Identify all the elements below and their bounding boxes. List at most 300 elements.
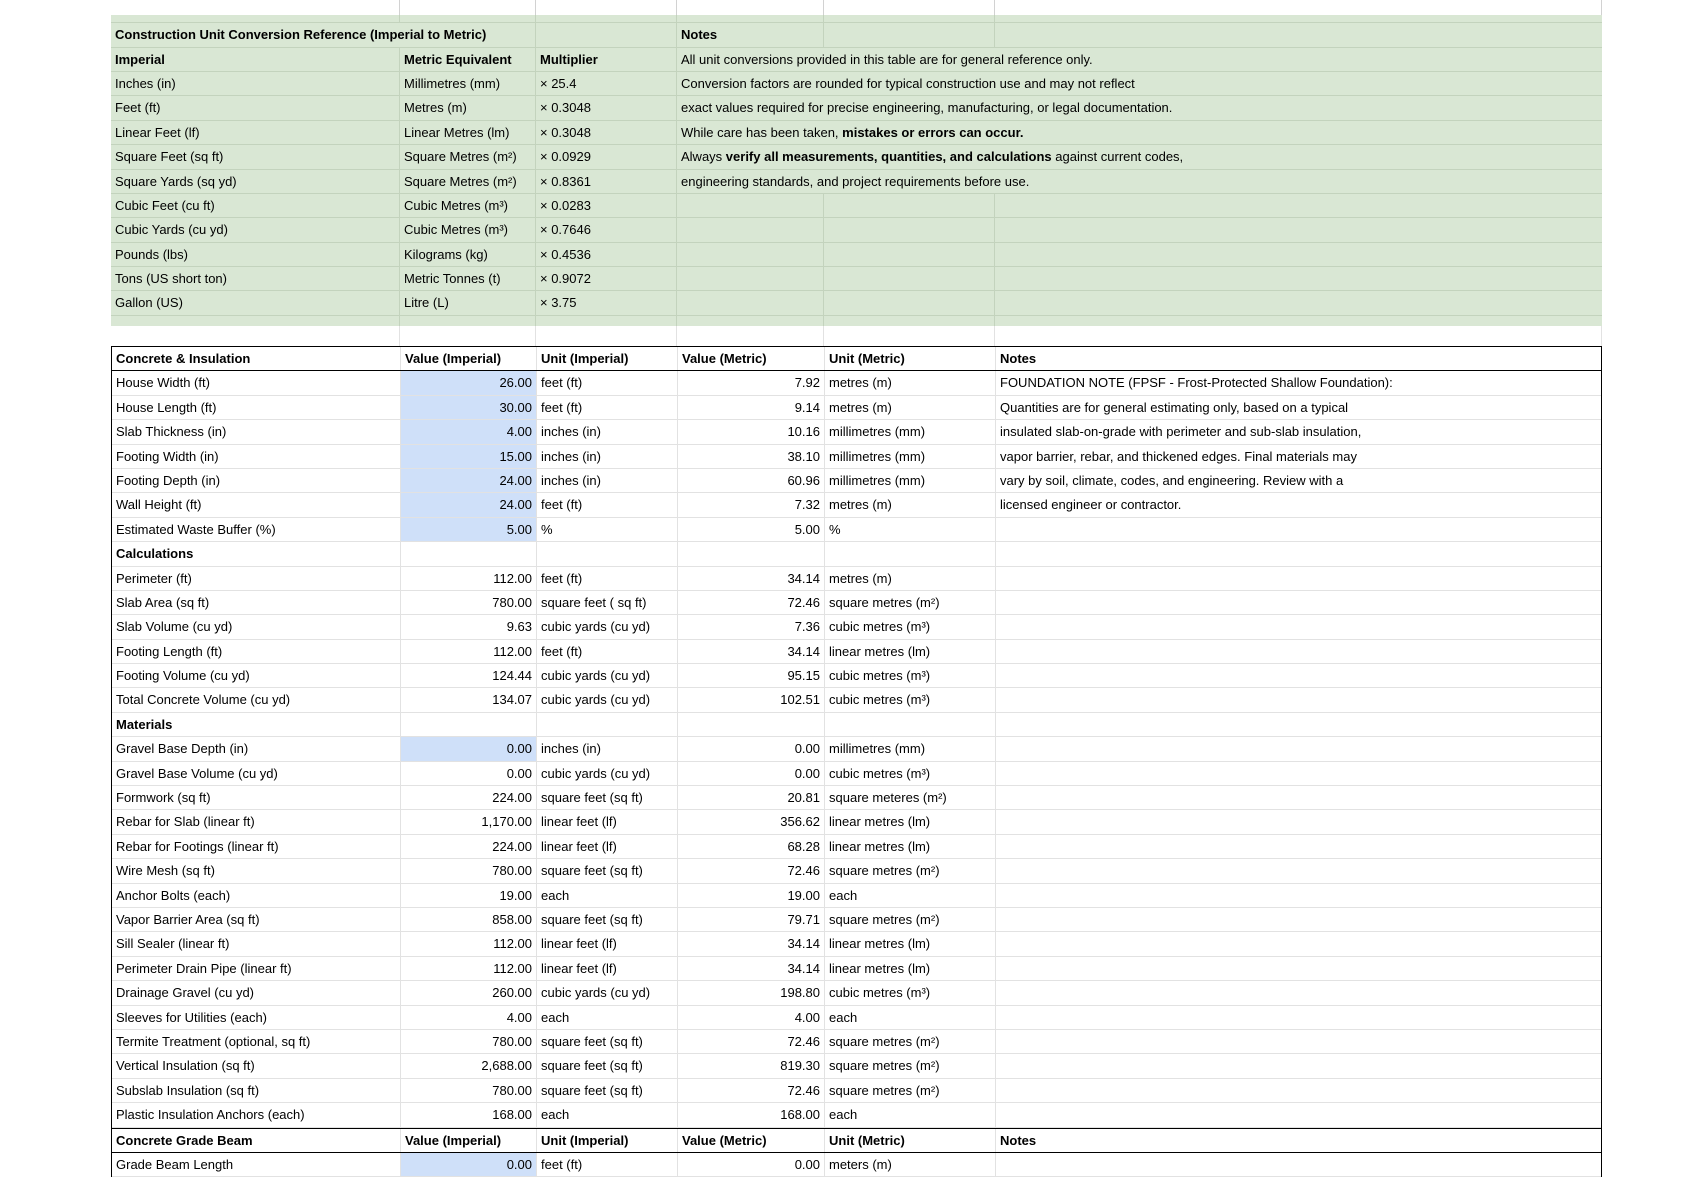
unit-imperial-cell[interactable]: square feet (sq ft) xyxy=(537,1030,678,1053)
unit-metric-cell[interactable]: cubic metres (m³) xyxy=(825,981,996,1004)
unit-metric-cell[interactable]: millimetres (mm) xyxy=(825,445,996,468)
cell-multiplier[interactable]: × 0.0929 xyxy=(536,145,677,168)
cell-empty[interactable] xyxy=(111,326,400,346)
cell-empty[interactable] xyxy=(677,194,824,217)
unit-imperial-cell[interactable]: cubic yards (cu yd) xyxy=(537,981,678,1004)
row-label-cell[interactable]: Materials xyxy=(112,713,401,736)
unit-metric-cell[interactable]: linear metres (lm) xyxy=(825,957,996,980)
notes-cell[interactable] xyxy=(996,762,1601,785)
value-imperial-cell[interactable]: 124.44 xyxy=(401,664,537,687)
value-metric-cell[interactable]: 5.00 xyxy=(678,518,825,541)
cell-empty[interactable] xyxy=(536,326,677,346)
value-imperial-cell[interactable]: 15.00 xyxy=(401,445,537,468)
notes-cell[interactable] xyxy=(996,518,1601,541)
col-header-imperial[interactable]: Imperial xyxy=(111,48,400,71)
unit-imperial-cell[interactable]: linear feet (lf) xyxy=(537,932,678,955)
cell-multiplier[interactable]: × 0.3048 xyxy=(536,121,677,144)
value-metric-cell[interactable] xyxy=(678,542,825,565)
value-imperial-cell[interactable]: 858.00 xyxy=(401,908,537,931)
unit-imperial-cell[interactable]: feet (ft) xyxy=(537,1153,678,1176)
unit-imperial-cell[interactable]: inches (in) xyxy=(537,420,678,443)
value-metric-cell[interactable]: 72.46 xyxy=(678,591,825,614)
data-row xyxy=(112,420,1601,444)
cell-empty[interactable] xyxy=(824,243,995,266)
unit-imperial-cell[interactable]: linear feet (lf) xyxy=(537,835,678,858)
notes-cell[interactable] xyxy=(996,688,1601,711)
row-label-cell[interactable]: Grade Beam Length xyxy=(112,1153,401,1176)
row-label-cell[interactable]: House Length (ft) xyxy=(112,396,401,419)
value-metric-cell[interactable]: 7.32 xyxy=(678,493,825,516)
unit-metric-cell[interactable]: metres (m) xyxy=(825,567,996,590)
unit-imperial-cell[interactable]: square feet (sq ft) xyxy=(537,908,678,931)
conversion-note-line[interactable] xyxy=(677,96,1602,119)
value-imperial-cell[interactable]: 112.00 xyxy=(401,567,537,590)
unit-metric-cell[interactable]: square metres (m²) xyxy=(825,908,996,931)
value-metric-cell[interactable]: 72.46 xyxy=(678,859,825,882)
col-header-notes[interactable]: Notes xyxy=(1000,351,1037,366)
unit-imperial-cell[interactable]: feet (ft) xyxy=(537,640,678,663)
unit-metric-cell[interactable]: each xyxy=(825,1006,996,1029)
cell-imperial[interactable]: Inches (in) xyxy=(111,72,400,95)
conversion-note-line[interactable]: All unit conversions provided in this table are for general reference only. xyxy=(681,51,1093,67)
section-title[interactable]: Concrete Grade Beam xyxy=(112,1129,401,1152)
notes-cell[interactable] xyxy=(996,1030,1601,1053)
cell-empty[interactable] xyxy=(677,243,824,266)
row-label-cell[interactable]: Gravel Base Depth (in) xyxy=(112,737,401,760)
cell-multiplier[interactable]: × 0.7646 xyxy=(536,218,677,241)
notes-cell[interactable] xyxy=(996,640,1601,663)
notes-cell[interactable] xyxy=(996,932,1601,955)
unit-imperial-cell[interactable]: feet (ft) xyxy=(537,396,678,419)
cell-empty[interactable] xyxy=(400,0,536,15)
notes-cell[interactable] xyxy=(996,859,1601,882)
value-imperial-cell[interactable] xyxy=(401,542,537,565)
row-label-cell[interactable]: Rebar for Footings (linear ft) xyxy=(112,835,401,858)
notes-cell[interactable]: FOUNDATION NOTE (FPSF - Frost-Protected Shallow Foundation): xyxy=(1000,375,1393,391)
value-metric-cell[interactable]: 819.30 xyxy=(678,1054,825,1077)
value-imperial-cell[interactable]: 780.00 xyxy=(401,1079,537,1102)
value-metric-cell[interactable]: 198.80 xyxy=(678,981,825,1004)
unit-metric-cell[interactable] xyxy=(825,713,996,736)
row-label-cell[interactable]: Vapor Barrier Area (sq ft) xyxy=(112,908,401,931)
row-label-cell[interactable]: Anchor Bolts (each) xyxy=(112,884,401,907)
value-metric-cell[interactable]: 60.96 xyxy=(678,469,825,492)
cell-empty[interactable] xyxy=(995,218,1602,241)
value-imperial-cell[interactable]: 780.00 xyxy=(401,1030,537,1053)
col-header-unit-imperial[interactable]: Unit (Imperial) xyxy=(537,347,678,370)
unit-metric-cell[interactable]: millimetres (mm) xyxy=(825,420,996,443)
notes-cell[interactable] xyxy=(996,981,1601,1004)
row-label-cell[interactable]: Sill Sealer (linear ft) xyxy=(112,932,401,955)
col-header-value-metric[interactable]: Value (Metric) xyxy=(678,347,825,370)
row-label-cell[interactable]: House Width (ft) xyxy=(112,371,401,394)
value-metric-cell[interactable]: 72.46 xyxy=(678,1079,825,1102)
col-header-metric-equivalent[interactable]: Metric Equivalent xyxy=(400,48,536,71)
cell-empty[interactable] xyxy=(824,194,995,217)
data-row xyxy=(112,1006,1601,1030)
cell-metric-equivalent[interactable]: Metric Tonnes (t) xyxy=(400,267,536,290)
row-label-cell[interactable]: Perimeter (ft) xyxy=(112,567,401,590)
notes-cell[interactable]: licensed engineer or contractor. xyxy=(1000,497,1182,513)
value-imperial-cell[interactable]: 5.00 xyxy=(401,518,537,541)
value-metric-cell[interactable]: 68.28 xyxy=(678,835,825,858)
data-row xyxy=(112,737,1601,761)
value-metric-cell[interactable]: 0.00 xyxy=(678,1153,825,1176)
unit-imperial-cell[interactable]: feet (ft) xyxy=(537,567,678,590)
row-label-cell[interactable]: Footing Length (ft) xyxy=(112,640,401,663)
row-label-cell[interactable]: Slab Area (sq ft) xyxy=(112,591,401,614)
value-imperial-cell[interactable]: 260.00 xyxy=(401,981,537,1004)
value-imperial-cell[interactable]: 4.00 xyxy=(401,420,537,443)
notes-cell[interactable]: Quantities are for general estimating only, based on a typical xyxy=(1000,399,1349,415)
value-imperial-cell[interactable]: 112.00 xyxy=(401,932,537,955)
col-header-unit-metric[interactable]: Unit (Metric) xyxy=(825,1129,996,1152)
unit-metric-cell[interactable]: cubic metres (m³) xyxy=(825,664,996,687)
cell-imperial[interactable]: Linear Feet (lf) xyxy=(111,121,400,144)
note-text-segment: mistakes or errors can occur. xyxy=(842,124,1024,140)
row-label-cell[interactable]: Footing Depth (in) xyxy=(112,469,401,492)
notes-cell[interactable] xyxy=(996,737,1601,760)
value-metric-cell[interactable]: 79.71 xyxy=(678,908,825,931)
cell-empty[interactable] xyxy=(536,0,677,15)
unit-metric-cell[interactable]: cubic metres (m³) xyxy=(825,762,996,785)
unit-metric-cell[interactable]: square meteres (m²) xyxy=(825,786,996,809)
unit-imperial-cell[interactable]: feet (ft) xyxy=(537,371,678,394)
cell-imperial[interactable]: Square Yards (sq yd) xyxy=(111,170,400,193)
value-metric-cell[interactable]: 19.00 xyxy=(678,884,825,907)
value-metric-cell[interactable] xyxy=(678,713,825,736)
data-row xyxy=(112,981,1601,1005)
unit-metric-cell[interactable]: square metres (m²) xyxy=(825,1079,996,1102)
cell-empty[interactable] xyxy=(677,326,824,346)
unit-metric-cell[interactable]: linear metres (lm) xyxy=(825,640,996,663)
cell-empty[interactable] xyxy=(995,0,1602,15)
row-label-cell[interactable]: Formwork (sq ft) xyxy=(112,786,401,809)
value-metric-cell[interactable]: 34.14 xyxy=(678,932,825,955)
cell-empty[interactable] xyxy=(995,23,1602,46)
unit-imperial-cell[interactable]: each xyxy=(537,884,678,907)
unit-imperial-cell[interactable]: square feet (sq ft) xyxy=(537,786,678,809)
notes-cell[interactable] xyxy=(996,567,1601,590)
note-text-segment: engineering standards, and project requirements before use. xyxy=(681,173,1030,189)
row-label-cell[interactable]: Total Concrete Volume (cu yd) xyxy=(112,688,401,711)
data-row xyxy=(112,1153,1601,1177)
notes-cell[interactable] xyxy=(996,835,1601,858)
cell-empty[interactable] xyxy=(995,15,1602,22)
value-imperial-cell[interactable]: 2,688.00 xyxy=(401,1054,537,1077)
conversion-note-line[interactable] xyxy=(677,145,1602,168)
unit-imperial-cell[interactable] xyxy=(537,713,678,736)
unit-metric-cell[interactable]: cubic metres (m³) xyxy=(825,688,996,711)
unit-metric-cell[interactable]: metres (m) xyxy=(825,493,996,516)
value-metric-cell[interactable]: 38.10 xyxy=(678,445,825,468)
col-header-notes[interactable]: Notes xyxy=(1000,1132,1037,1148)
value-imperial-cell[interactable]: 4.00 xyxy=(401,1006,537,1029)
unit-imperial-cell[interactable]: square feet (sq ft) xyxy=(537,1054,678,1077)
unit-metric-cell[interactable]: linear metres (lm) xyxy=(825,835,996,858)
value-metric-cell[interactable]: 356.62 xyxy=(678,810,825,833)
cell-metric-equivalent[interactable]: Linear Metres (lm) xyxy=(400,121,536,144)
cell-empty[interactable] xyxy=(995,194,1602,217)
value-imperial-cell[interactable]: 112.00 xyxy=(401,957,537,980)
value-imperial-cell[interactable]: 1,170.00 xyxy=(401,810,537,833)
cell-metric-equivalent[interactable]: Litre (L) xyxy=(400,291,536,314)
row-label-cell[interactable]: Termite Treatment (optional, sq ft) xyxy=(112,1030,401,1053)
notes-cell[interactable] xyxy=(996,957,1601,980)
data-row xyxy=(112,591,1601,615)
cell-empty[interactable] xyxy=(995,291,1602,314)
unit-imperial-cell[interactable]: each xyxy=(537,1103,678,1126)
conversion-note-line[interactable] xyxy=(677,121,1602,144)
unit-metric-cell[interactable]: linear metres (lm) xyxy=(825,810,996,833)
value-metric-cell[interactable]: 34.14 xyxy=(678,567,825,590)
conversion-table-title[interactable]: Construction Unit Conversion Reference (Imperial to Metric) xyxy=(111,23,536,46)
value-imperial-cell[interactable] xyxy=(401,713,537,736)
value-metric-cell[interactable]: 72.46 xyxy=(678,1030,825,1053)
value-imperial-cell[interactable]: 224.00 xyxy=(401,786,537,809)
value-imperial-cell[interactable]: 0.00 xyxy=(401,737,537,760)
value-imperial-cell[interactable]: 24.00 xyxy=(401,493,537,516)
col-header-value-metric[interactable]: Value (Metric) xyxy=(678,1129,825,1152)
cell-multiplier[interactable]: × 0.3048 xyxy=(536,96,677,119)
row-label-cell[interactable]: Rebar for Slab (linear ft) xyxy=(112,810,401,833)
row-label-cell[interactable]: Slab Volume (cu yd) xyxy=(112,615,401,638)
cell-empty[interactable] xyxy=(995,243,1602,266)
unit-metric-cell[interactable]: square metres (m²) xyxy=(825,591,996,614)
unit-imperial-cell[interactable]: cubic yards (cu yd) xyxy=(537,762,678,785)
cell-metric-equivalent[interactable]: Metres (m) xyxy=(400,96,536,119)
row-label-cell[interactable]: Perimeter Drain Pipe (linear ft) xyxy=(112,957,401,980)
cell-empty[interactable] xyxy=(111,15,400,22)
unit-metric-cell[interactable]: each xyxy=(825,884,996,907)
cell-empty[interactable] xyxy=(536,23,677,46)
cell-imperial[interactable]: Cubic Feet (cu ft) xyxy=(111,194,400,217)
notes-cell[interactable] xyxy=(996,591,1601,614)
cell-empty[interactable] xyxy=(677,15,824,22)
notes-cell[interactable]: vary by soil, climate, codes, and engineering. Review with a xyxy=(1000,472,1344,488)
cell-empty[interactable] xyxy=(824,326,995,346)
unit-metric-cell[interactable]: millimetres (mm) xyxy=(825,737,996,760)
row-label-cell[interactable]: Footing Width (in) xyxy=(112,445,401,468)
data-row xyxy=(112,908,1601,932)
cell-metric-equivalent[interactable]: Kilograms (kg) xyxy=(400,243,536,266)
row-label-cell[interactable]: Drainage Gravel (cu yd) xyxy=(112,981,401,1004)
unit-imperial-cell[interactable] xyxy=(537,542,678,565)
value-metric-cell[interactable]: 7.36 xyxy=(678,615,825,638)
cell-empty[interactable] xyxy=(824,267,995,290)
unit-imperial-cell[interactable]: linear feet (lf) xyxy=(537,810,678,833)
cell-metric-equivalent[interactable]: Millimetres (mm) xyxy=(400,72,536,95)
notes-cell[interactable]: vapor barrier, rebar, and thickened edges. Final materials may xyxy=(1000,448,1357,464)
row-label-cell[interactable]: Footing Volume (cu yd) xyxy=(112,664,401,687)
cell-metric-equivalent[interactable]: Cubic Metres (m³) xyxy=(400,194,536,217)
col-header-multiplier[interactable]: Multiplier xyxy=(536,48,677,71)
value-imperial-cell[interactable]: 224.00 xyxy=(401,835,537,858)
value-metric-cell[interactable]: 95.15 xyxy=(678,664,825,687)
notes-cell[interactable] xyxy=(996,786,1601,809)
notes-cell[interactable] xyxy=(996,884,1601,907)
unit-imperial-cell[interactable]: square feet (sq ft) xyxy=(537,1079,678,1102)
cell-imperial[interactable]: Pounds (lbs) xyxy=(111,243,400,266)
cell-imperial[interactable]: Cubic Yards (cu yd) xyxy=(111,218,400,241)
cell-empty[interactable] xyxy=(536,15,677,22)
row-label-cell[interactable]: Plastic Insulation Anchors (each) xyxy=(112,1103,401,1126)
value-imperial-cell[interactable]: 19.00 xyxy=(401,884,537,907)
value-metric-cell[interactable]: 102.51 xyxy=(678,688,825,711)
notes-cell[interactable] xyxy=(996,615,1601,638)
col-header-value-imperial[interactable]: Value (Imperial) xyxy=(401,1129,537,1152)
notes-cell[interactable]: insulated slab-on-grade with perimeter and sub-slab insulation, xyxy=(1000,424,1362,440)
cell-metric-equivalent[interactable]: Square Metres (m²) xyxy=(400,170,536,193)
cell-imperial[interactable]: Tons (US short ton) xyxy=(111,267,400,290)
value-metric-cell[interactable]: 4.00 xyxy=(678,1006,825,1029)
subsection-row xyxy=(112,542,1601,566)
notes-cell[interactable] xyxy=(996,542,1601,565)
unit-imperial-cell[interactable]: inches (in) xyxy=(537,445,678,468)
cell-empty[interactable] xyxy=(824,218,995,241)
notes-cell[interactable] xyxy=(996,1103,1601,1126)
unit-metric-cell[interactable]: metres (m) xyxy=(825,371,996,394)
cell-multiplier[interactable]: × 0.9072 xyxy=(536,267,677,290)
value-metric-cell[interactable]: 168.00 xyxy=(678,1103,825,1126)
section-title[interactable]: Concrete & Insulation xyxy=(112,347,401,370)
value-imperial-cell[interactable]: 112.00 xyxy=(401,640,537,663)
cell-multiplier[interactable]: × 0.4536 xyxy=(536,243,677,266)
row-label-cell[interactable]: Slab Thickness (in) xyxy=(112,420,401,443)
notes-cell[interactable] xyxy=(996,810,1601,833)
unit-metric-cell[interactable]: each xyxy=(825,1103,996,1126)
unit-metric-cell[interactable]: millimetres (mm) xyxy=(825,469,996,492)
cell-empty[interactable] xyxy=(677,267,824,290)
cell-multiplier[interactable]: × 0.8361 xyxy=(536,170,677,193)
unit-metric-cell[interactable]: square metres (m²) xyxy=(825,1054,996,1077)
concrete-insulation-body xyxy=(112,371,1601,1127)
conversion-notes-header[interactable]: Notes xyxy=(677,23,824,46)
conversion-table-row xyxy=(111,267,1602,291)
notes-cell[interactable] xyxy=(996,1054,1601,1077)
col-header-value-imperial[interactable]: Value (Imperial) xyxy=(401,347,537,370)
cell-metric-equivalent[interactable]: Cubic Metres (m³) xyxy=(400,218,536,241)
value-imperial-cell[interactable]: 24.00 xyxy=(401,469,537,492)
unit-metric-cell[interactable] xyxy=(825,542,996,565)
cell-empty[interactable] xyxy=(677,0,824,15)
cell-metric-equivalent[interactable]: Square Metres (m²) xyxy=(400,145,536,168)
unit-metric-cell[interactable]: linear metres (lm) xyxy=(825,932,996,955)
value-imperial-cell[interactable]: 0.00 xyxy=(401,1153,537,1176)
unit-metric-cell[interactable]: % xyxy=(825,518,996,541)
cell-empty[interactable] xyxy=(677,291,824,314)
cell-multiplier[interactable]: × 3.75 xyxy=(536,291,677,314)
conversion-note-line[interactable] xyxy=(677,170,1602,193)
data-row xyxy=(112,615,1601,639)
cell-imperial[interactable]: Square Feet (sq ft) xyxy=(111,145,400,168)
value-metric-cell[interactable]: 0.00 xyxy=(678,762,825,785)
conversion-table-row xyxy=(111,291,1602,315)
notes-cell[interactable] xyxy=(996,1079,1601,1102)
value-imperial-cell[interactable]: 0.00 xyxy=(401,762,537,785)
conversion-note-line[interactable] xyxy=(677,72,1602,95)
value-imperial-cell[interactable]: 9.63 xyxy=(401,615,537,638)
value-imperial-cell[interactable]: 134.07 xyxy=(401,688,537,711)
cell-empty[interactable] xyxy=(824,291,995,314)
conversion-table-body xyxy=(111,72,1602,340)
conversion-table-header-row xyxy=(111,48,1602,72)
cell-empty[interactable] xyxy=(995,267,1602,290)
unit-metric-cell[interactable]: meters (m) xyxy=(825,1153,996,1176)
unit-metric-cell[interactable]: square metres (m²) xyxy=(825,1030,996,1053)
unit-metric-cell[interactable]: metres (m) xyxy=(825,396,996,419)
unit-imperial-cell[interactable]: linear feet (lf) xyxy=(537,957,678,980)
grade-beam-header-row xyxy=(112,1128,1601,1153)
row-label-cell[interactable]: Gravel Base Volume (cu yd) xyxy=(112,762,401,785)
value-metric-cell[interactable]: 0.00 xyxy=(678,737,825,760)
notes-cell[interactable] xyxy=(996,664,1601,687)
row-label-cell[interactable]: Calculations xyxy=(112,542,401,565)
notes-cell[interactable] xyxy=(996,1006,1601,1029)
unit-imperial-cell[interactable]: inches (in) xyxy=(537,737,678,760)
unit-imperial-cell[interactable]: square feet (sq ft) xyxy=(537,859,678,882)
unit-imperial-cell[interactable]: inches (in) xyxy=(537,469,678,492)
value-metric-cell[interactable]: 20.81 xyxy=(678,786,825,809)
cell-imperial[interactable]: Gallon (US) xyxy=(111,291,400,314)
cell-empty[interactable] xyxy=(400,326,536,346)
cell-empty[interactable] xyxy=(824,23,995,46)
row-label-cell[interactable]: Wall Height (ft) xyxy=(112,493,401,516)
cell-multiplier[interactable]: × 25.4 xyxy=(536,72,677,95)
row-label-cell[interactable]: Sleeves for Utilities (each) xyxy=(112,1006,401,1029)
value-imperial-cell[interactable]: 780.00 xyxy=(401,591,537,614)
cell-empty[interactable] xyxy=(824,0,995,15)
value-metric-cell[interactable]: 7.92 xyxy=(678,371,825,394)
unit-imperial-cell[interactable]: cubic yards (cu yd) xyxy=(537,688,678,711)
cell-multiplier[interactable]: × 0.0283 xyxy=(536,194,677,217)
value-metric-cell[interactable]: 10.16 xyxy=(678,420,825,443)
value-metric-cell[interactable]: 9.14 xyxy=(678,396,825,419)
cell-empty[interactable] xyxy=(995,326,1602,346)
value-imperial-cell[interactable]: 30.00 xyxy=(401,396,537,419)
unit-imperial-cell[interactable]: feet (ft) xyxy=(537,493,678,516)
value-imperial-cell[interactable]: 168.00 xyxy=(401,1103,537,1126)
notes-cell[interactable] xyxy=(996,908,1601,931)
unit-metric-cell[interactable]: cubic metres (m³) xyxy=(825,615,996,638)
cell-empty[interactable] xyxy=(400,15,536,22)
data-row xyxy=(112,859,1601,883)
cell-imperial[interactable]: Feet (ft) xyxy=(111,96,400,119)
unit-imperial-cell[interactable]: cubic yards (cu yd) xyxy=(537,664,678,687)
row-label-cell[interactable]: Subslab Insulation (sq ft) xyxy=(112,1079,401,1102)
cell-empty[interactable] xyxy=(677,218,824,241)
cell-empty[interactable] xyxy=(824,15,995,22)
value-imperial-cell[interactable]: 26.00 xyxy=(401,371,537,394)
unit-metric-cell[interactable]: square metres (m²) xyxy=(825,859,996,882)
data-row xyxy=(112,445,1601,469)
unit-imperial-cell[interactable]: cubic yards (cu yd) xyxy=(537,615,678,638)
unit-imperial-cell[interactable]: each xyxy=(537,1006,678,1029)
notes-cell[interactable] xyxy=(996,1153,1601,1176)
value-metric-cell[interactable]: 34.14 xyxy=(678,957,825,980)
row-label-cell[interactable]: Wire Mesh (sq ft) xyxy=(112,859,401,882)
unit-imperial-cell[interactable]: square feet ( sq ft) xyxy=(537,591,678,614)
row-label-cell[interactable]: Estimated Waste Buffer (%) xyxy=(112,518,401,541)
unit-imperial-cell[interactable]: % xyxy=(537,518,678,541)
col-header-unit-metric[interactable]: Unit (Metric) xyxy=(825,347,996,370)
col-header-unit-imperial[interactable]: Unit (Imperial) xyxy=(537,1129,678,1152)
value-imperial-cell[interactable]: 780.00 xyxy=(401,859,537,882)
row-label-cell[interactable]: Vertical Insulation (sq ft) xyxy=(112,1054,401,1077)
cell-empty[interactable] xyxy=(111,0,400,15)
value-metric-cell[interactable]: 34.14 xyxy=(678,640,825,663)
notes-cell[interactable] xyxy=(996,713,1601,736)
